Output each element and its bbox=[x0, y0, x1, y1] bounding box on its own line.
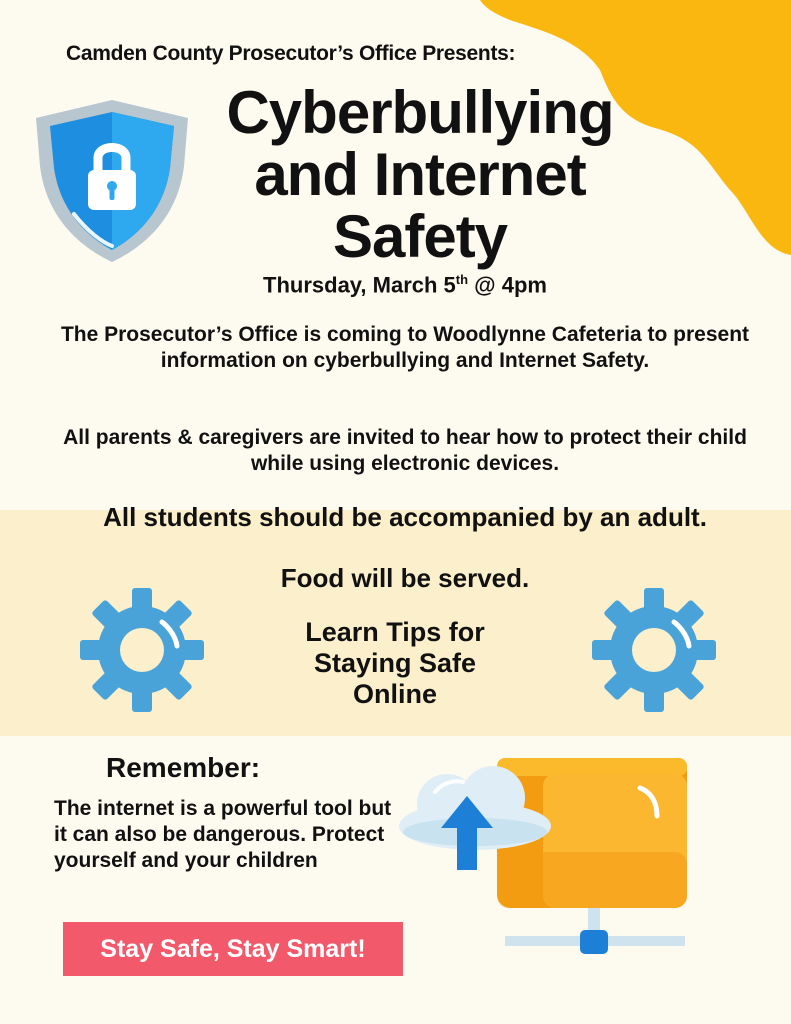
tips-line-2: Staying Safe bbox=[313, 648, 477, 678]
event-time: @ 4pm bbox=[468, 272, 547, 298]
event-title bbox=[200, 79, 640, 270]
date-text: Thursday, March 5 bbox=[263, 272, 456, 298]
gear-icon bbox=[590, 586, 718, 714]
tips-heading bbox=[240, 617, 550, 710]
warning-text: The internet is a powerful tool but it can also be dangerous. Protect yourself and your children bbox=[54, 797, 392, 872]
food-notice: Food will be served. bbox=[280, 563, 530, 593]
title-line-1: Cyberbullying bbox=[226, 79, 614, 146]
stay-safe-banner: Stay Safe, Stay Smart! bbox=[63, 922, 403, 976]
date-suffix: th bbox=[455, 272, 469, 287]
intro-paragraph: The Prosecutor’s Office is coming to Woodlynne Cafeteria to present information on cyberbullying and Internet Safety. bbox=[60, 323, 750, 372]
accompany-notice: All students should be accompanied by an adult. bbox=[103, 502, 707, 532]
gear-icon bbox=[78, 586, 206, 714]
tips-line-1: Learn Tips for bbox=[305, 617, 485, 647]
shield-lock-icon bbox=[28, 96, 196, 266]
remember-heading: Remember: bbox=[106, 752, 261, 783]
presenter-line: Camden County Prosecutor’s Office Presents: bbox=[66, 42, 516, 65]
tips-line-3: Online bbox=[352, 679, 437, 709]
folder-network-icon bbox=[395, 752, 695, 962]
invite-paragraph: All parents & caregivers are invited to hear how to protect their child while using electronic devices. bbox=[63, 426, 747, 475]
title-line-2: and Internet bbox=[254, 141, 586, 208]
event-date bbox=[200, 272, 610, 298]
title-line-3: Safety bbox=[332, 203, 508, 270]
